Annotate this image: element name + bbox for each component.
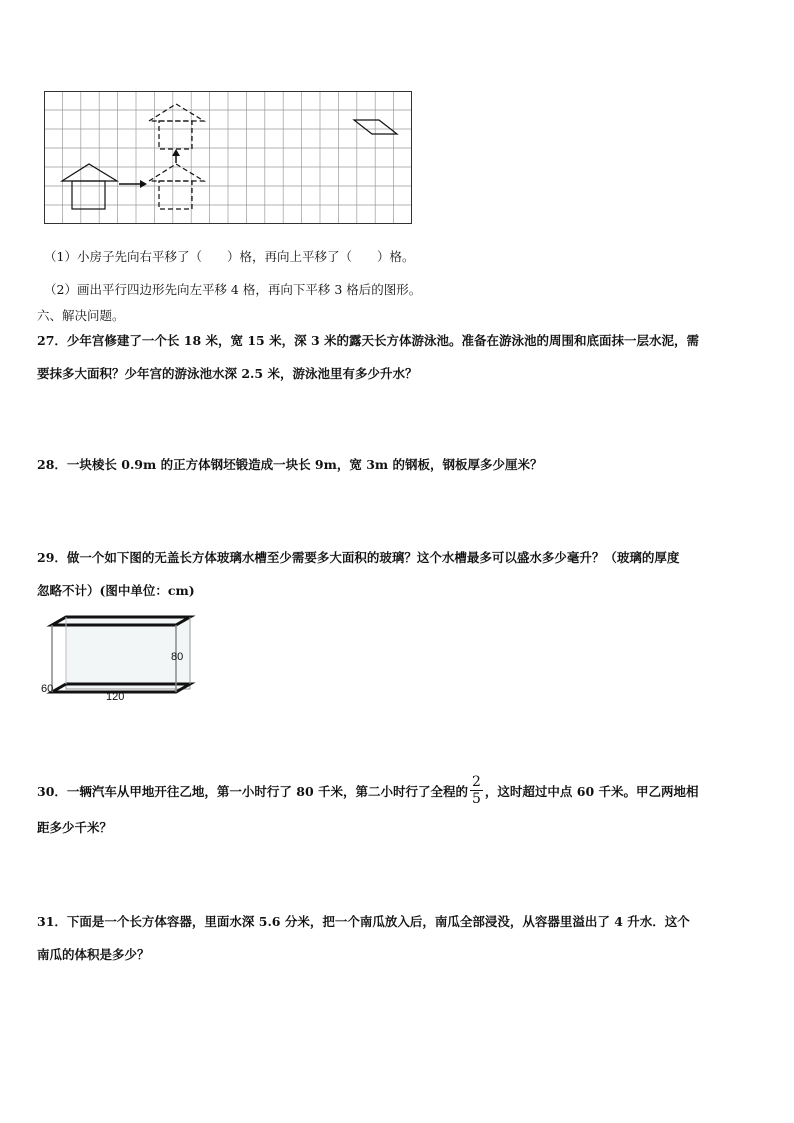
grid-lines — [44, 91, 412, 224]
q28-line1: 28．一块棱长 0.9m 的正方体钢坯锻造成一块长 9m，宽 3m 的钢板，钢板厚多少厘米？ — [37, 457, 543, 472]
house-solid — [62, 164, 117, 209]
q26-part2: （2）画出平行四边形先向左平移 4 格，再向下平移 3 格后的图形。 — [44, 282, 422, 297]
house-dashed-1 — [149, 164, 204, 209]
translation-grid-figure — [44, 91, 412, 224]
arrow-up — [172, 149, 180, 163]
q30-line1-b: ，这时超过中点 60 千米。甲乙两地相 — [484, 784, 699, 799]
house-dashed-2 — [149, 104, 204, 149]
tank-drawing — [52, 617, 190, 692]
fraction-two-fifths — [470, 775, 483, 806]
fraction-denominator: 5 — [472, 791, 481, 807]
section-6-heading: 六、解决问题。 — [37, 308, 125, 323]
tank-width-label: 60 — [41, 683, 54, 695]
fraction-numerator: 2 — [472, 774, 481, 790]
tank-length-label: 120 — [106, 691, 125, 703]
q30-line1 — [37, 774, 699, 808]
q27-line1: 27．少年宫修建了一个长 18 米，宽 15 米，深 3 米的露天长方体游泳池。准备在游泳池的周围和底面抹一层水泥，需 — [37, 333, 699, 348]
q29-line1: 29．做一个如下图的无盖长方体玻璃水槽至少需要多大面积的玻璃？这个水槽最多可以盛水多少毫升？（玻璃的厚度 — [37, 550, 680, 565]
tank-height-label: 80 — [171, 651, 184, 663]
q31-line2: 南瓜的体积是多少？ — [37, 947, 150, 962]
q27-line2: 要抹多大面积？少年宫的游泳池水深 2.5 米，游泳池里有多少升水？ — [37, 366, 418, 381]
q31-line1: 31．下面是一个长方体容器，里面水深 5.6 分米，把一个南瓜放入后，南瓜全部浸没，从容器里溢出了 4 升水．这个 — [37, 914, 690, 929]
q29-line2: 忽略不计）(图中单位：cm) — [37, 583, 195, 598]
q26-part1: （1）小房子先向右平移了（ ）格，再向上平移了（ ）格。 — [44, 249, 415, 264]
q30-line1-a: 30．一辆汽车从甲地开往乙地，第一小时行了 80 千米，第二小时行了全程的 — [37, 784, 468, 799]
q30-line2: 距多少千米？ — [37, 820, 113, 835]
arrow-right — [119, 180, 147, 188]
